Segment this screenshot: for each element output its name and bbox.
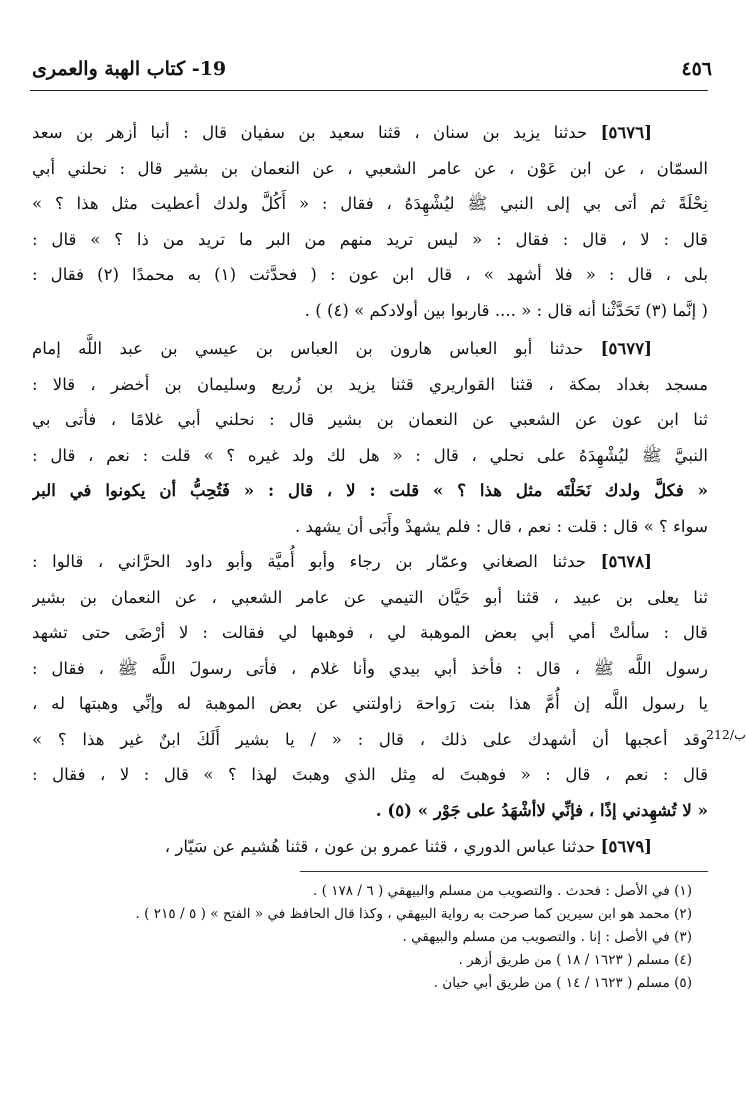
hadith-line: [٥٦٧٩] حدثنا عباس الدوري ، قثنا عمرو بن عون ، قثنا هُشيم عن سَيّار ،	[164, 836, 652, 856]
hadith-number: [٥٦٧٦]	[600, 122, 652, 142]
hadith-line: قال : نعم ، قال : « فوهبتَ له مِثل الذي وهبتَ لهذا ؟ » قال : لا ، فقال :	[32, 765, 708, 784]
hadith-line: قال : لا ، قال : فقال : « ليس تريد منهم من البر ما تريد من ذا ؟ » قال :	[32, 229, 708, 249]
hadith-5678	[32, 544, 708, 828]
footnote: (٤) مسلم ( ١٦٢٣ / ١٨ ) من طريق أزهر .	[458, 952, 692, 968]
footnote: (٢) محمد هو ابن سيرين كما صرحت به رواية البيهقي ، وكذا قال الحافظ في « الفتح » ( ٥ / ٢١٥ ) .	[135, 906, 692, 922]
footnote-rule	[300, 871, 708, 872]
hadith-number: [٥٦٧٩]	[600, 836, 652, 856]
page-number: ٤٥٦	[681, 58, 712, 80]
hadith-number: [٥٦٧٨]	[600, 551, 652, 571]
header-rule	[30, 90, 708, 91]
footnotes	[92, 880, 692, 995]
hadith-line: يا رسول اللَّه إن أُمَّ هذا بنت رَواحة زاولتني عن بعض الموهبة له وإنِّي وهبتها له ،	[32, 694, 708, 713]
hadith-line: مسجد بغداد بمكة ، قثنا القواريري قثنا يزيد بن زُريع وسليمان بن أخضر ، قالا :	[32, 374, 708, 394]
hadith-5676	[32, 115, 708, 328]
hadith-line: « لا تُشهِدني إذًا ، فإنِّي لاأشْهَدُ على جَوْر » (٥) .	[375, 799, 708, 820]
footnote: (٥) مسلم ( ١٦٢٣ / ١٤ ) من طريق أبي حيان .	[433, 975, 692, 991]
hadith-line: السمّان ، عن ابن عَوْن ، عن عامر الشعبي ، عن النعمان بن بشير قال : نحلني أبي	[32, 158, 708, 178]
footnote: (٣) في الأصل : إنا . والتصويب من مسلم والبيهقي .	[402, 929, 692, 945]
hadith-line: النبيَّ ﷺ ليُشْهِدَهُ على نحلي ، قال : « هل لك ولد غيره ؟ » قلت : نعم ، قال :	[32, 445, 708, 465]
chapter-title: 19- كتاب الهبة والعمرى	[32, 58, 227, 80]
footnote: (١) في الأصل : فحدث . والتصويب من مسلم والبيهقي ( ٦ / ١٧٨ ) .	[312, 883, 692, 899]
hadith-line: ثنا ابن عون عن الشعبي عن النعمان بن بشير قال : نحلني أبي غلامًا ، فأتى بي	[32, 410, 708, 429]
hadith-line: سواء ؟ » قال : قلت : نعم ، قال : فلم يشهدْ وأَبَى أن يشهد .	[294, 516, 708, 536]
hadith-line: نِحْلَةً ثم أتى بي إلى النبي ﷺ ليُشْهِدَهُ ، فقال : « أَكُلَّ ولدك أعطيت مثل هذا ؟ »	[32, 194, 708, 213]
hadith-line: ( إنَّما (٣) تَحَدَّثْنا أنه قال : « .... قاربوا بين أولادكم » (٤) ) .	[304, 300, 708, 320]
hadith-5679	[32, 829, 708, 865]
hadith-line: « فكلَّ ولدك نَحَلْتَه مثل هذا ؟ » قلت : لا ، قال : « فَتُحِبُّ أن يكونوا في البر	[32, 480, 708, 500]
manuscript-folio-note: 212/ب	[706, 727, 746, 742]
hadith-number: [٥٦٧٧]	[600, 338, 652, 358]
hadith-line: رسول اللَّه ﷺ ، قال : فأخذ أبي بيدي وأنا غلام ، فأتى رسولَ اللَّه ﷺ ، فقال :	[32, 658, 708, 678]
hadith-line: [٥٦٧٨] حدثنا الصغاني وعمّار بن رجاء وأبو أُميَّة وأبو داود الحرَّاني ، قالوا :	[32, 551, 652, 571]
hadith-5677	[32, 331, 708, 544]
hadith-line: وقد أعجبها أن أشهدك على ذلك ، قال : « / يا بشير أَلَكَ ابنٌ غير هذا ؟ »	[32, 729, 708, 749]
hadith-line: ثنا يعلى بن عبيد ، قثنا أبو حَيَّان التيمي عن عامر الشعبي ، عن النعمان بن بشير	[32, 587, 708, 607]
hadith-line: [٥٦٧٦] حدثنا يزيد بن سنان ، قثنا سعيد بن سفيان قال : أنبا أزهر بن سعد	[32, 122, 652, 142]
hadith-line: [٥٦٧٧] حدثنا أبو العباس هارون بن العباس بن عيسي بن عبد اللَّه إمام	[32, 338, 652, 358]
hadith-line: قال : سألتْ أمي أبي بعض الموهبة لي ، فوهبها لي فقالت : لا أرْضَى حتى تشهد	[32, 623, 708, 642]
hadith-line: بلى ، قال : « فلا أشهد » ، قال ابن عون : ( فحدَّثت (١) به محمدًا (٢) فقال :	[32, 265, 708, 284]
